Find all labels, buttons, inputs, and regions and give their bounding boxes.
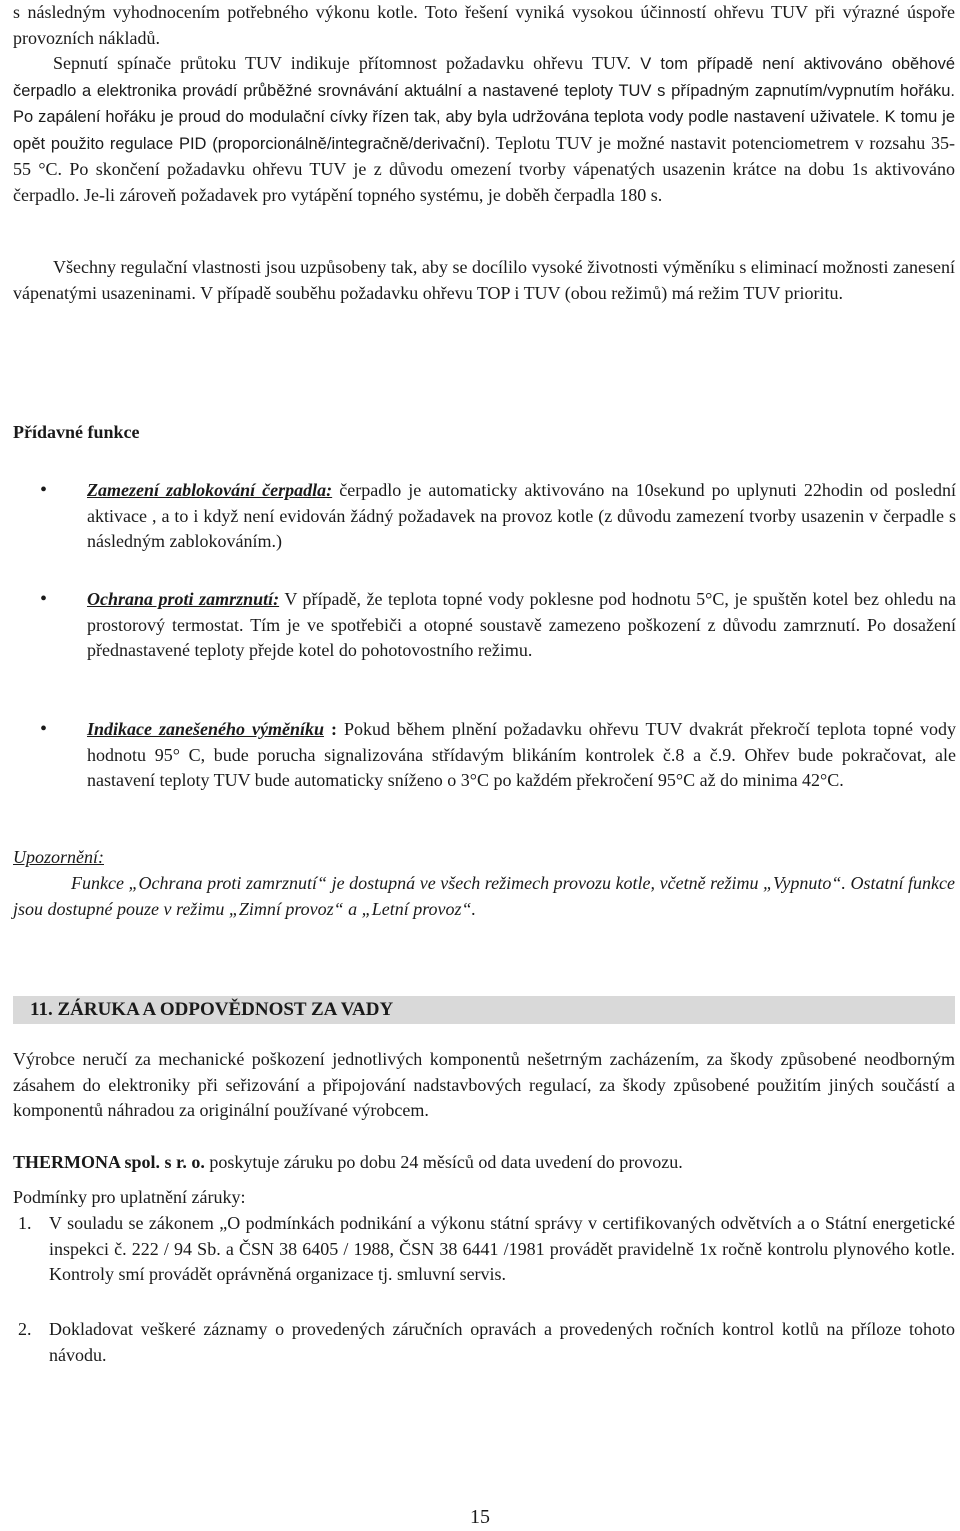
list-item xyxy=(13,1211,955,1288)
intro-paragraph-1: s následným vyhodnocením potřebného výkonu kotle. Toto řešení vyniká vysokou účinností ohřevu TUV při výrazné úspoře provozních nákladů. xyxy=(13,2,955,48)
extra-functions-heading: Přídavné funkce xyxy=(13,422,140,442)
warranty-statement: THERMONA spol. s r. o. poskytuje záruku po dobu 24 měsíců od data uvedení do provozu. xyxy=(13,1152,683,1172)
list-text: V souladu se zákonem „O podmínkách podnikání a výkonu státní správy v certifikovaných odvětvích a o Státní energetické inspekci č. 222 / 94 Sb. a ČSN 38 6405 / 1988, ČSN 38 6441 /1981 provádět pravidelně 1x ročně kontrolu plynového kotle. Kontroly smí provádět oprávněná organizace tj. smluvní servis. xyxy=(49,1213,955,1284)
extra-function-separator: : xyxy=(323,719,344,739)
warranty-paragraph: Výrobce neručí za mechanické poškození jednotlivých komponentů nešetrným zacházením, za škody způsobené neodborným zásahem do elektroniky při seřizování a připojování nadstavbových regulací, za škody způsobené použitím jiných součástí a komponentů náhradou za originální používané výrobcem. xyxy=(13,1049,955,1120)
intro-p2-part-e: Teplotu TUV je možné nastavit potenciometrem v rozsahu 35-55 °C. xyxy=(13,132,955,179)
list-number: 1. xyxy=(18,1213,32,1233)
bullet-icon: • xyxy=(40,479,48,501)
page-number: 15 xyxy=(470,1506,490,1528)
extra-function-item xyxy=(40,717,956,794)
extra-function-title: Zamezení zablokování čerpadla: xyxy=(87,480,333,500)
notice-title: Upozornění: xyxy=(13,847,104,867)
extra-function-title: Indikace zanešeného výměníku xyxy=(87,719,324,739)
extra-function-item xyxy=(40,478,956,555)
list-item xyxy=(13,1317,955,1368)
conditions-title: Podmínky pro uplatnění záruky: xyxy=(13,1187,246,1207)
intro-p2-part-a: Sepnutí spínače průtoku TUV indikuje přítomnost požadavku ohřevu TUV. xyxy=(53,53,632,73)
notice-text: Funkce „Ochrana proti zamrznutí“ je dostupná ve všech režimech provozu kotle, včetně režimu „Vypnuto“. Ostatní funkce jsou dostupné pouze v režimu „Zimní provoz“ a „Letní provoz“. xyxy=(13,873,955,919)
extra-function-title: Ochrana proti zamrznutí: xyxy=(87,589,280,609)
list-text: Dokladovat veškeré záznamy o provedených záručních opravách a provedených ročních kontrol kotlů na příloze tohoto návodu. xyxy=(49,1319,955,1365)
bullet-icon: • xyxy=(40,718,48,740)
intro-p2-part-b: V tom případě není aktivováno oběhové čerpadlo a elektronika provádí průběžné srovnávání aktuální a nastavené teploty TUV s případným zapnutím/vypnutím hořáku. xyxy=(13,55,955,100)
section-title: 11. ZÁRUKA A ODPOVĚDNOST ZA VADY xyxy=(30,999,394,1020)
intro-p2-part-d: K tomu je opět použito regulace PID (proporcionálně/integračně/derivační). xyxy=(13,108,955,153)
intro-paragraph-2 xyxy=(13,51,955,208)
section-title-bar xyxy=(13,996,955,1024)
extra-function-text: V případě, že teplota topné vody poklesne pod hodnotu 5°C, je spuštěn kotel bez ohledu na prostorový termostat. Tím je ve spotřebiči a otopné soustavě zamezeno poškození z důvodu zamrznutí. Po dosažení přednastavené teploty přejde kotel do pohotovostního režimu. xyxy=(87,589,956,660)
extra-function-text: Pokud během plnění požadavku ohřevu TUV dvakrát překročí teplota topné vody hodnotu 95° C, bude porucha signalizována střídavým blikáním kontrolek č.8 a č.9. Ohřev bude pokračovat, ale nastavení teploty TUV bude automaticky sníženo o 3°C po každém překročení 95°C až do minima 42°C. xyxy=(87,719,956,790)
company-name: THERMONA spol. s r. o. xyxy=(13,1152,205,1172)
intro-p2-part-f: Po skončení požadavku ohřevu TUV je z důvodu omezení tvorby vápenatých usazenin krátce na dobu 1s aktivováno čerpadlo. xyxy=(13,159,955,205)
bullet-icon: • xyxy=(40,588,48,610)
extra-function-item xyxy=(40,587,956,664)
extra-function-text: čerpadlo je automaticky aktivováno na 10sekund po uplynuti 22hodin od poslední aktivace , a to i když není evidován žádný požadavek na provoz kotle (z důvodu zamezení tvorby usazenin v čerpadle s následným zablokováním.) xyxy=(87,480,956,551)
list-number: 2. xyxy=(18,1319,32,1339)
intro-p2-part-g: Je-li zároveň požadavek pro vytápění topného systému, je doběh čerpadla 180 s. xyxy=(79,184,663,205)
intro-p2-part-c: Po zapálení hořáku je proud do modulační cívky řízen tak, aby byla udržována teplota vody podle nastavení uživatele. xyxy=(13,108,880,126)
intro-paragraph-3: Všechny regulační vlastnosti jsou uzpůsobeny tak, aby se docílilo vysoké životnosti výměníku s eliminací možnosti zanesení vápenatými usazeninami. V případě souběhu požadavku ohřevu TOP i TUV (obou režimů) má režim TUV prioritu. xyxy=(13,257,955,303)
